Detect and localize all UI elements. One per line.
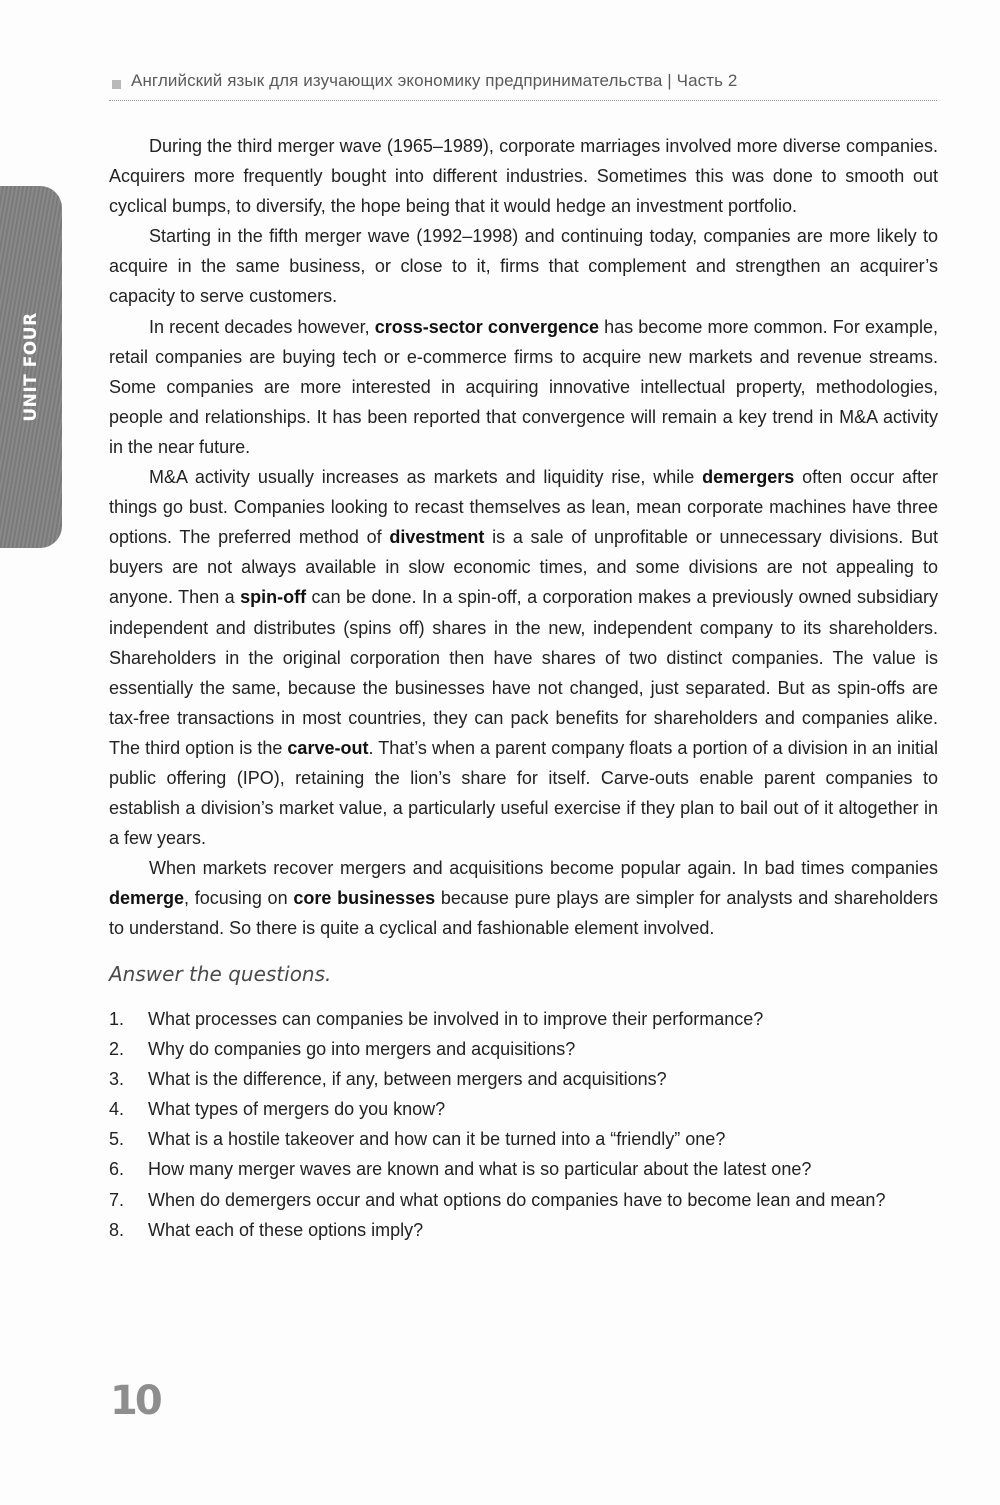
question-text: What processes can companies be involved in to improve their performance? (148, 1009, 764, 1029)
question-text: What is the difference, if any, between mergers and acquisitions? (148, 1069, 667, 1090)
text-run: has become more common. For example, retail companies are buying tech or e-commerce firms to acquire new markets and revenue streams. Some companies are more interested in acquiring innovative intellectual property, methodologies, people and relationships. It has been reported that convergence will remain a key trend in M&A activity in the near future. (109, 316, 938, 457)
paragraph (109, 462, 938, 853)
text-run: often occur after things go bust. Companies looking to recast themselves as lean, mean corporate machines have three options. The preferred method of (109, 467, 938, 548)
key-term: carve-out (287, 737, 369, 758)
key-term: cross-sector convergence (374, 316, 599, 337)
exercise-heading: Answer the questions. (109, 962, 332, 986)
paragraph (109, 221, 938, 311)
key-term: divestment (389, 527, 485, 548)
unit-label: UNIT FOUR (21, 312, 41, 422)
question-item (109, 1154, 949, 1184)
body-text (109, 131, 938, 944)
question-number: 2. (109, 1039, 125, 1060)
question-number: 6. (109, 1159, 125, 1180)
question-text: What is a hostile takeover and how can it be turned into a “friendly” one? (148, 1129, 726, 1150)
text-run: When markets recover mergers and acquisitions become popular again. In bad times companies (149, 858, 938, 879)
text-run: In recent decades however, (149, 316, 375, 337)
question-text: When do demergers occur and what options do companies have to become lean and mean? (148, 1189, 886, 1210)
question-text: Why do companies go into mergers and acquisitions? (148, 1039, 576, 1060)
question-text: What each of these options imply? (148, 1219, 424, 1240)
key-term: spin-off (240, 587, 307, 608)
key-term: demergers (702, 467, 795, 488)
question-item (109, 1124, 949, 1154)
paragraph (109, 131, 938, 221)
page-number: 10 (110, 1378, 160, 1424)
text-run: Starting in the fifth merger wave (1992–1998) and continuing today, companies are more likely to acquire in the same business, or close to it, firms that complement and strengthen an acquirer’s capacity to serve customers. (109, 226, 938, 307)
question-item (109, 1064, 949, 1094)
unit-side-tab (0, 186, 62, 548)
text-run: M&A activity usually increases as markets and liquidity rise, while (149, 467, 703, 488)
question-number: 4. (109, 1099, 125, 1120)
text-run: is a sale of unprofitable or unnecessary divisions. But buyers are not always available in slow economic times, and some divisions are not appealing to anyone. Then a (109, 527, 939, 608)
question-item (109, 1185, 949, 1215)
question-number: 3. (109, 1069, 125, 1090)
question-number: 5. (109, 1129, 125, 1150)
questions-list (109, 1004, 949, 1245)
question-item (109, 1034, 949, 1064)
question-item (109, 1004, 949, 1034)
text-run: can be done. In a spin-off, a corporation makes a previously owned subsidiary independent and distributes (spins off) shares in the new, independent company to its shareholders. Shareholders in the original corporation then have shares of two distinct companies. The value is essentially the same, because the businesses have not changed, just separated. But as spin-offs are tax-free transactions in most countries, they can pack benefits for shareholders and companies alike. The third option is the (109, 587, 938, 758)
text-run: . That’s when a parent company floats a portion of a division in an initial public offering (IPO), retaining the lion’s share for itself. Carve-outs enable parent companies to establish a division’s market value, a particularly useful exercise if they plan to bail out of it altogether in a few years. (109, 737, 938, 849)
question-item (109, 1215, 949, 1245)
paragraph (109, 312, 938, 462)
key-term: core businesses (293, 888, 436, 909)
question-number: 7. (109, 1189, 125, 1210)
question-number: 1. (109, 1009, 125, 1029)
book-title: Английский язык для изучающих экономику предпринимательства | Часть 2 (131, 71, 738, 90)
text-run: During the third merger wave (1965–1989), corporate marriages involved more diverse companies. Acquirers more frequently bought into different industries. Sometimes this was done to smooth out cyclical bumps, to diversify, the hope being that it would hedge an investment portfolio. (109, 136, 938, 217)
paragraph (109, 853, 938, 943)
question-number: 8. (109, 1219, 125, 1240)
key-term: demerge (109, 888, 185, 909)
question-text: How many merger waves are known and what is so particular about the latest one? (148, 1159, 812, 1180)
question-text: What types of mergers do you know? (148, 1099, 446, 1120)
text-run: because pure plays are simpler for analysts and shareholders to understand. So there is quite a cyclical and fashionable element involved. (109, 888, 939, 939)
text-run: , focusing on (184, 888, 294, 909)
square-bullet-icon (112, 80, 121, 89)
question-item (109, 1094, 949, 1124)
running-header (109, 70, 937, 101)
